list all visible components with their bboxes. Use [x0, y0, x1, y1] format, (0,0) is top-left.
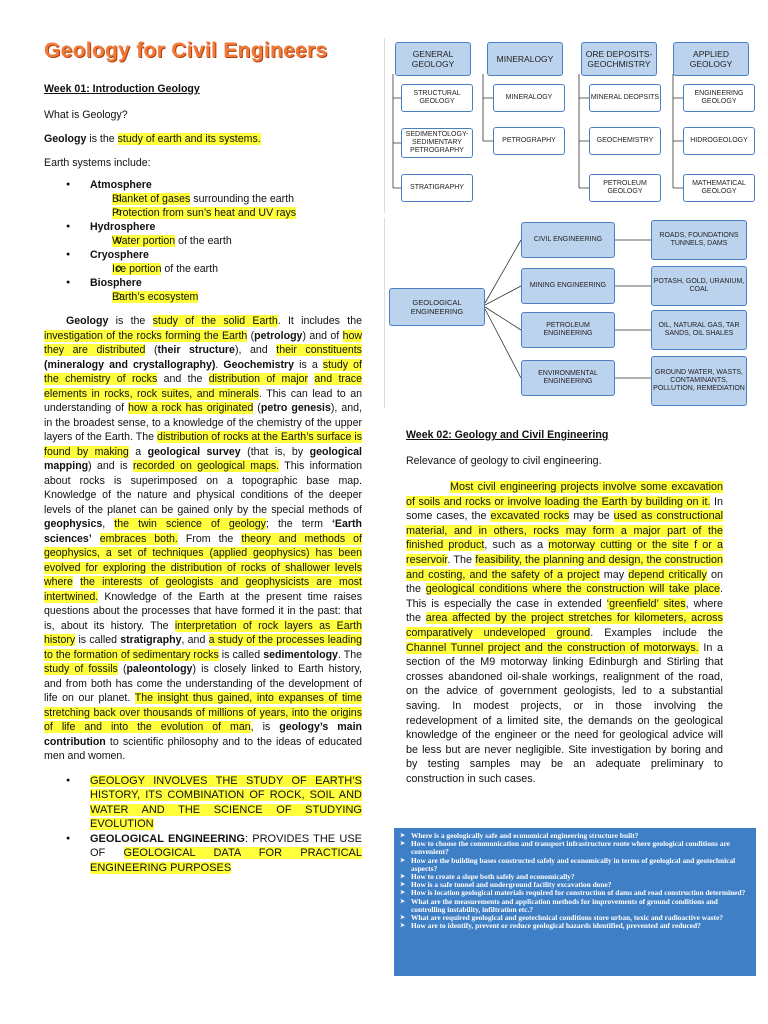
- week1-heading: Week 01: Introduction Geology: [44, 83, 200, 95]
- list-item: o Blanket of gases surrounding the earth: [90, 192, 362, 206]
- header-mineralogy: MINERALOGY: [487, 42, 563, 76]
- summary-bullets: [66, 774, 362, 876]
- list-item: ➤ How is location geological materials required for construction of dams and road construction determined?: [400, 889, 750, 897]
- geology-paragraph: Geology is the study of the solid Earth. It includes the investigation of the rocks forming the Earth (petrology) and of how they are distributed (their structure), and their constituents (mineralogy and crystallography). Geochemistry is a study of the chemistry of rocks and the distribution of major and trace elements in rocks, rock suites, and minerals. This can lead to an understanding of how a rock has originated (petro genesis), and, in the broadest sense, to a knowledge of the chemistry of the upper layers of the Earth. The distribution of rocks at the Earth’s surface is found by making a geological survey (that is, by geological mapping) and is recorded on geological maps. This information about rocks is superimposed on a topographic base map. Knowledge of the nature and physical conditions of the deeper levels of the planet can be gained only by the special methods of geophysics, the twin science of geology; the term ‘Earth sciences’ embraces both. From the theory and methods of geophysics, a set of techniques (applied geophysics) has been evolved for exploring the distribution of rocks of shallower levels where the interests of geologists and geophysicists are most intertwined. Knowledge of the Earth at the present time raises questions about the processes that have formed it in the past: that is, about its history. The interpretation of rock layers as Earth history is called stratigraphy, and a study of the processes leading to the formation of sedimentary rocks is called sedimentology. The study of fossils (paleontology) is closely linked to Earth history, and from both has come the understanding of the development of life on our planet. The insight thus gained, into expanses of time stretching back over thousands of millions of years, into the origins of life and into the evolution of man, is geology’s main contribution to scientific philosophy and to the ideas of educated men and women.: [44, 315, 363, 762]
- list-item: ● Hydrosphere o Water portion of the earth: [66, 220, 362, 248]
- header-ore-deposits: ORE DEPOSITS- GEOCHMISTRY: [581, 42, 657, 76]
- list-item: ➤ How are the building bases constructed safely and economically in terms of geological and geotechnical aspects?: [400, 857, 750, 873]
- list-item: ● GEOLOGY INVOLVES THE STUDY OF EARTH’S HISTORY, ITS COMBINATION OF ROCK, SOIL AND WATER AND THE SCIENCE OF STUDYING EVOLUTION: [66, 774, 362, 832]
- week2-heading: Week 02: Geology and Civil Engineering: [406, 429, 609, 441]
- right-column: [406, 428, 723, 796]
- list-item: o Ice portion of the earth: [90, 262, 362, 276]
- earth-systems-list: [66, 178, 362, 304]
- box-geochemistry: GEOCHEMISTRY: [589, 127, 661, 155]
- box-geological-engineering: GEOLOGICAL ENGINEERING: [389, 288, 485, 326]
- list-item: ➤ How are to identify, prevent or reduce geological hazards identified, prevented anf reduced?: [400, 922, 750, 930]
- box-civil-engineering: CIVIL ENGINEERING: [521, 222, 615, 258]
- what-is-geology: What is Geology?: [44, 109, 128, 121]
- list-item: o Earth’s ecosystem: [90, 290, 362, 304]
- box-roads-foundations: ROADS, FOUNDATIONS TUNNELS, DAMS: [651, 220, 747, 260]
- box-stratigraphy: STRATIGRAPHY: [401, 174, 473, 202]
- box-mining-engineering: MINING ENGINEERING: [521, 268, 615, 304]
- geology-definition: Geology is the study of earth and its systems.: [44, 133, 261, 145]
- box-environmental-engineering: ENVIRONMENTAL ENGINEERING: [521, 360, 615, 396]
- box-structural-geology: STRUCTURAL GEOLOGY: [401, 84, 473, 112]
- list-item: ➤ How to create a slope both safely and economically?: [400, 873, 750, 881]
- questions-box: [394, 828, 756, 976]
- box-ground-water: GROUND WATER, WASTS, CONTAMINANTS, POLLUTION, REMEDIATION: [651, 356, 747, 406]
- box-mathematical-geology: MATHEMATICAL GEOLOGY: [683, 174, 755, 202]
- list-item: o Water portion of the earth: [90, 234, 362, 248]
- list-item: ➤ What are required geological and geotechnical conditions store urban, toxic and radioactive waste?: [400, 914, 750, 922]
- relevance-line: Relevance of geology to civil engineering.: [406, 455, 602, 467]
- geology-branches-diagram: [384, 38, 764, 213]
- box-potash-gold: POTASH, GOLD, URANIUM, COAL: [651, 266, 747, 306]
- box-petroleum-engineering: PETROLEUM ENGINEERING: [521, 312, 615, 348]
- box-hidrogeology: HIDROGEOLOGY: [683, 127, 755, 155]
- header-general-geology: GENERAL GEOLOGY: [395, 42, 471, 76]
- box-oil-gas: OIL, NATURAL GAS, TAR SANDS, OIL SHALES: [651, 310, 747, 350]
- list-item: ● Cryosphere o Ice portion of the earth: [66, 248, 362, 276]
- box-petroleum-geology: PETROLEUM GEOLOGY: [589, 174, 661, 202]
- box-sedimentology: SEDIMENTOLOGY- SEDIMENTARY PETROGRAPHY: [401, 128, 473, 158]
- list-item: ➤ What are the measurements and application methods for improvements of ground conditions and controlling instability, infiltration etc.?: [400, 898, 750, 914]
- list-item: ● Biosphere o Earth’s ecosystem: [66, 276, 362, 304]
- box-mineral-deposits: MINERAL DEOPSITS: [589, 84, 661, 112]
- civil-engineering-paragraph: Most civil engineering projects involve some excavation of soils and rocks or involve loading the Earth by building on it. In some cases, the excavated rocks may be used as constructional material, and in others, rocks may form a major part of the finished product, such as a motorway cutting or the site f or a reservoir. The feasibility, the planning and design, the construction and costing, and the safety of a project may depend critically on the geological conditions where the construction will take place. This is especially the case in extended ‘greenfield’ sites, where the area affected by the project stretches for kilometers, across comparatively undeveloped ground. Examples include the Channel Tunnel project and the construction of motorways. In a section of the M9 motorway linking Edinburgh and Stirling that crosses abandoned oil-shale workings, realignment of the road, on the advice of government geologists, led to a substantial saving. In modest projects, or in those involving the redevelopment of a limited site, the demands on the geological knowledge of the engineer or the need for geological advice will be less but are never negligible. Site investigation by boring and by testing samples may be an adequate preliminary to construction in such cases.: [406, 481, 724, 785]
- left-column: [44, 82, 362, 876]
- list-item: ➤ Where is a geologically safe and economical engineering structure built?: [400, 832, 750, 840]
- list-item: ● Atmosphere o Blanket of gases surrounding the earth o Protection from sun’s heat and UV rays: [66, 178, 362, 220]
- document-title: Geology for Civil Engineers: [44, 39, 328, 62]
- geological-engineering-diagram: [384, 218, 764, 408]
- earth-systems-intro: Earth systems include:: [44, 157, 151, 169]
- header-applied-geology: APPLIED GEOLOGY: [673, 42, 749, 76]
- list-item: ● GEOLOGICAL ENGINEERING: PROVIDES THE USE OF GEOLOGICAL DATA FOR PRACTICAL ENGINEERING PURPOSES: [66, 832, 362, 876]
- list-item: ➤ How is a safe tunnel and underground facility excavation done?: [400, 881, 750, 889]
- box-engineering-geology: ENGINEERING GEOLOGY: [683, 84, 755, 112]
- list-item: o Protection from sun’s heat and UV rays: [90, 206, 362, 220]
- box-petrography: PETROGRAPHY: [493, 127, 565, 155]
- box-mineralogy: MINERALOGY: [493, 84, 565, 112]
- list-item: ➤ How to choose the communication and transport infrastructure route where geological conditions are convenient?: [400, 840, 750, 856]
